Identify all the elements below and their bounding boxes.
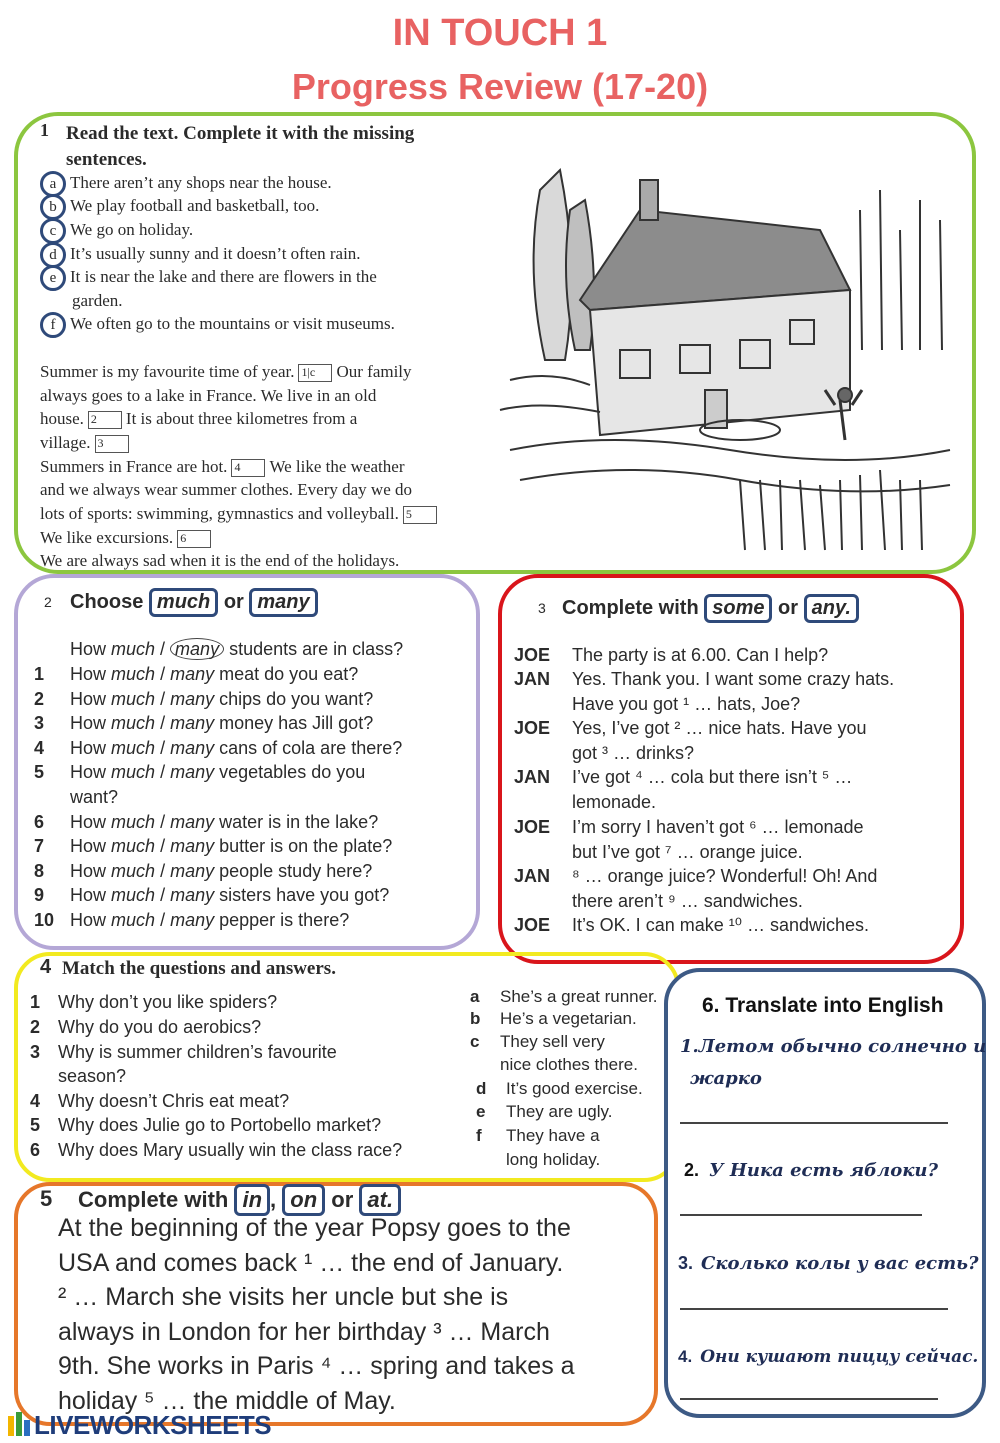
match-question-5[interactable]: 5 Why does Julie go to Portobello market? (30, 1115, 382, 1135)
answer-line-1[interactable] (680, 1122, 948, 1124)
section-5-number: 5 (40, 1186, 53, 1211)
text-line: Summers in France are hot. 4 We like the weather (40, 457, 405, 476)
question-8[interactable]: 8 How much / many people study here? (34, 861, 373, 881)
question-4[interactable]: 4 How much / many cans of cola are there? (34, 738, 403, 758)
option-text: It’s usually sunny and it doesn’t often rain. (70, 244, 361, 263)
keyword-in: in (234, 1184, 270, 1216)
example-question: How much / many students are in class? (70, 639, 404, 659)
option-letter: e (40, 265, 66, 291)
text-line: We are always sad when it is the end of the holidays. (40, 551, 400, 570)
text-line: Summer is my favourite time of year. 1|c Our family (40, 362, 412, 381)
option-a[interactable] (40, 171, 332, 195)
option-text: There aren’t any shops near the house. (70, 173, 332, 192)
option-letter: a (40, 171, 66, 197)
answer-line-2[interactable] (680, 1214, 922, 1216)
match-answer-f-continued: long holiday. (506, 1150, 601, 1169)
gap-text-line: USA and comes back ¹ … the end of January. (58, 1249, 564, 1277)
keyword-at: at. (359, 1184, 401, 1216)
section-2-title: Choose much or many (70, 588, 318, 617)
match-answer-d[interactable]: d It’s good exercise. (476, 1079, 643, 1098)
option-text: We play football and basketball, too. (70, 196, 320, 215)
option-f[interactable] (40, 312, 395, 336)
gap-text-line: ² … March she visits her uncle but she is (58, 1283, 509, 1311)
page-title: IN TOUCH 1 (392, 12, 608, 54)
option-e[interactable] (40, 265, 377, 310)
section-4-title: Match the questions and answers. (62, 958, 336, 979)
match-question-1[interactable]: 1 Why don’t you like spiders? (30, 992, 278, 1012)
logo-icon (8, 1412, 32, 1443)
text-line: and we always wear summer clothes. Every day we do (40, 480, 412, 499)
question-5[interactable]: 5 How much / many vegetables do you (34, 762, 366, 782)
text-line: village. 3 (40, 431, 133, 455)
translate-item-1: 1.Летом обычно солнечно и (680, 1036, 987, 1057)
keyword-any: any. (804, 594, 859, 623)
question-6[interactable]: 6 How much / many water is in the lake? (34, 812, 379, 832)
option-letter: c (40, 218, 66, 244)
gap-text-line: holiday ⁵ … the middle of May. (58, 1387, 396, 1415)
option-d[interactable] (40, 242, 361, 266)
answer-gap-3[interactable]: 3 (95, 435, 129, 453)
text-line: house. 2 It is about three kilometres from a (40, 409, 358, 428)
section-2-number: 2 (44, 594, 52, 610)
answer-gap-1[interactable]: 1|c (298, 364, 332, 382)
answer-line-3[interactable] (680, 1308, 948, 1310)
section-6-title: 6. Translate into English (702, 994, 944, 1017)
section-5-title: Complete with in , on or at. (78, 1184, 401, 1216)
option-text: We often go to the mountains or visit museums. (70, 314, 395, 333)
match-answer-e[interactable]: e They are ugly. (476, 1102, 613, 1121)
answer-gap-6[interactable]: 6 (177, 530, 211, 548)
keyword-many: many (249, 588, 317, 617)
example-answer-circle: many (170, 638, 224, 660)
question-5-continued: want? (70, 787, 119, 807)
gap-text-line: always in London for her birthday ³ … March (58, 1318, 550, 1346)
option-letter: d (40, 242, 66, 268)
question-10[interactable]: 10 How much / many pepper is there? (34, 910, 350, 930)
liveworksheets-logo: LIVEWORKSHEETS (8, 1410, 271, 1443)
answer-gap-4[interactable]: 4 (231, 459, 265, 477)
question-1[interactable]: 1 How much / many meat do you eat? (34, 664, 359, 684)
match-answer-c-continued: nice clothes there. (500, 1055, 638, 1074)
text-line: lots of sports: swimming, gymnastics and volleyball. 5 (40, 502, 441, 526)
keyword-on: on (282, 1184, 325, 1216)
answer-gap-2[interactable]: 2 (88, 411, 122, 429)
question-2[interactable]: 2 How much / many chips do you want? (34, 689, 374, 709)
match-question-3[interactable]: 3 Why is summer children’s favourite (30, 1042, 337, 1062)
option-text: It is near the lake and there are flowers in the (70, 267, 377, 286)
match-answer-b[interactable]: b He’s a vegetarian. (470, 1009, 637, 1028)
keyword-some: some (704, 594, 772, 623)
match-answer-c[interactable]: c They sell very (470, 1032, 605, 1051)
section-3-number: 3 (538, 600, 546, 616)
section-4-number: 4 (40, 956, 52, 978)
translate-item-2: 2. У Ника есть яблоки? (684, 1160, 939, 1181)
option-text-continued: garden. (72, 291, 123, 310)
section-1-number: 1 (40, 120, 49, 140)
option-c[interactable] (40, 218, 193, 242)
section-3-title: Complete with some or any. (562, 594, 859, 623)
section-1-instruction: Read the text. Complete it with the missing sentences. (66, 123, 415, 170)
answer-gap-5[interactable]: 5 (403, 506, 437, 524)
option-text: We go on holiday. (70, 220, 194, 239)
translate-item-3: 3. Сколько колы у вас есть? (678, 1253, 979, 1274)
option-b[interactable] (40, 194, 319, 218)
gap-text-line: 9th. She works in Paris ⁴ … spring and takes a (58, 1352, 575, 1380)
page-subtitle: Progress Review (17-20) (291, 66, 709, 107)
match-question-3-continued: season? (58, 1066, 127, 1086)
translate-item-1-continued: жарко (690, 1068, 762, 1089)
gap-text-line: At the beginning of the year Popsy goes to the (58, 1214, 571, 1242)
match-answer-f[interactable]: f They have a (476, 1126, 600, 1145)
match-answer-a[interactable]: a She’s a great runner. (470, 987, 658, 1006)
answer-line-4[interactable] (680, 1398, 938, 1400)
question-9[interactable]: 9 How much / many sisters have you got? (34, 885, 390, 905)
match-question-4[interactable]: 4 Why doesn’t Chris eat meat? (30, 1091, 290, 1111)
text-line: always goes to a lake in France. We live in an old (40, 386, 377, 405)
option-letter: f (40, 312, 66, 338)
keyword-much: much (149, 588, 218, 617)
question-3[interactable]: 3 How much / many money has Jill got? (34, 713, 374, 733)
match-question-2[interactable]: 2 Why do you do aerobics? (30, 1017, 262, 1037)
match-question-6[interactable]: 6 Why does Mary usually win the class race? (30, 1140, 403, 1160)
question-7[interactable]: 7 How much / many butter is on the plate? (34, 836, 393, 856)
translate-item-4: 4. Они кушают пиццу сейчас. (678, 1347, 979, 1367)
house-illustration (490, 150, 960, 560)
option-letter: b (40, 194, 66, 220)
text-line: We like excursions. 6 (40, 526, 215, 550)
